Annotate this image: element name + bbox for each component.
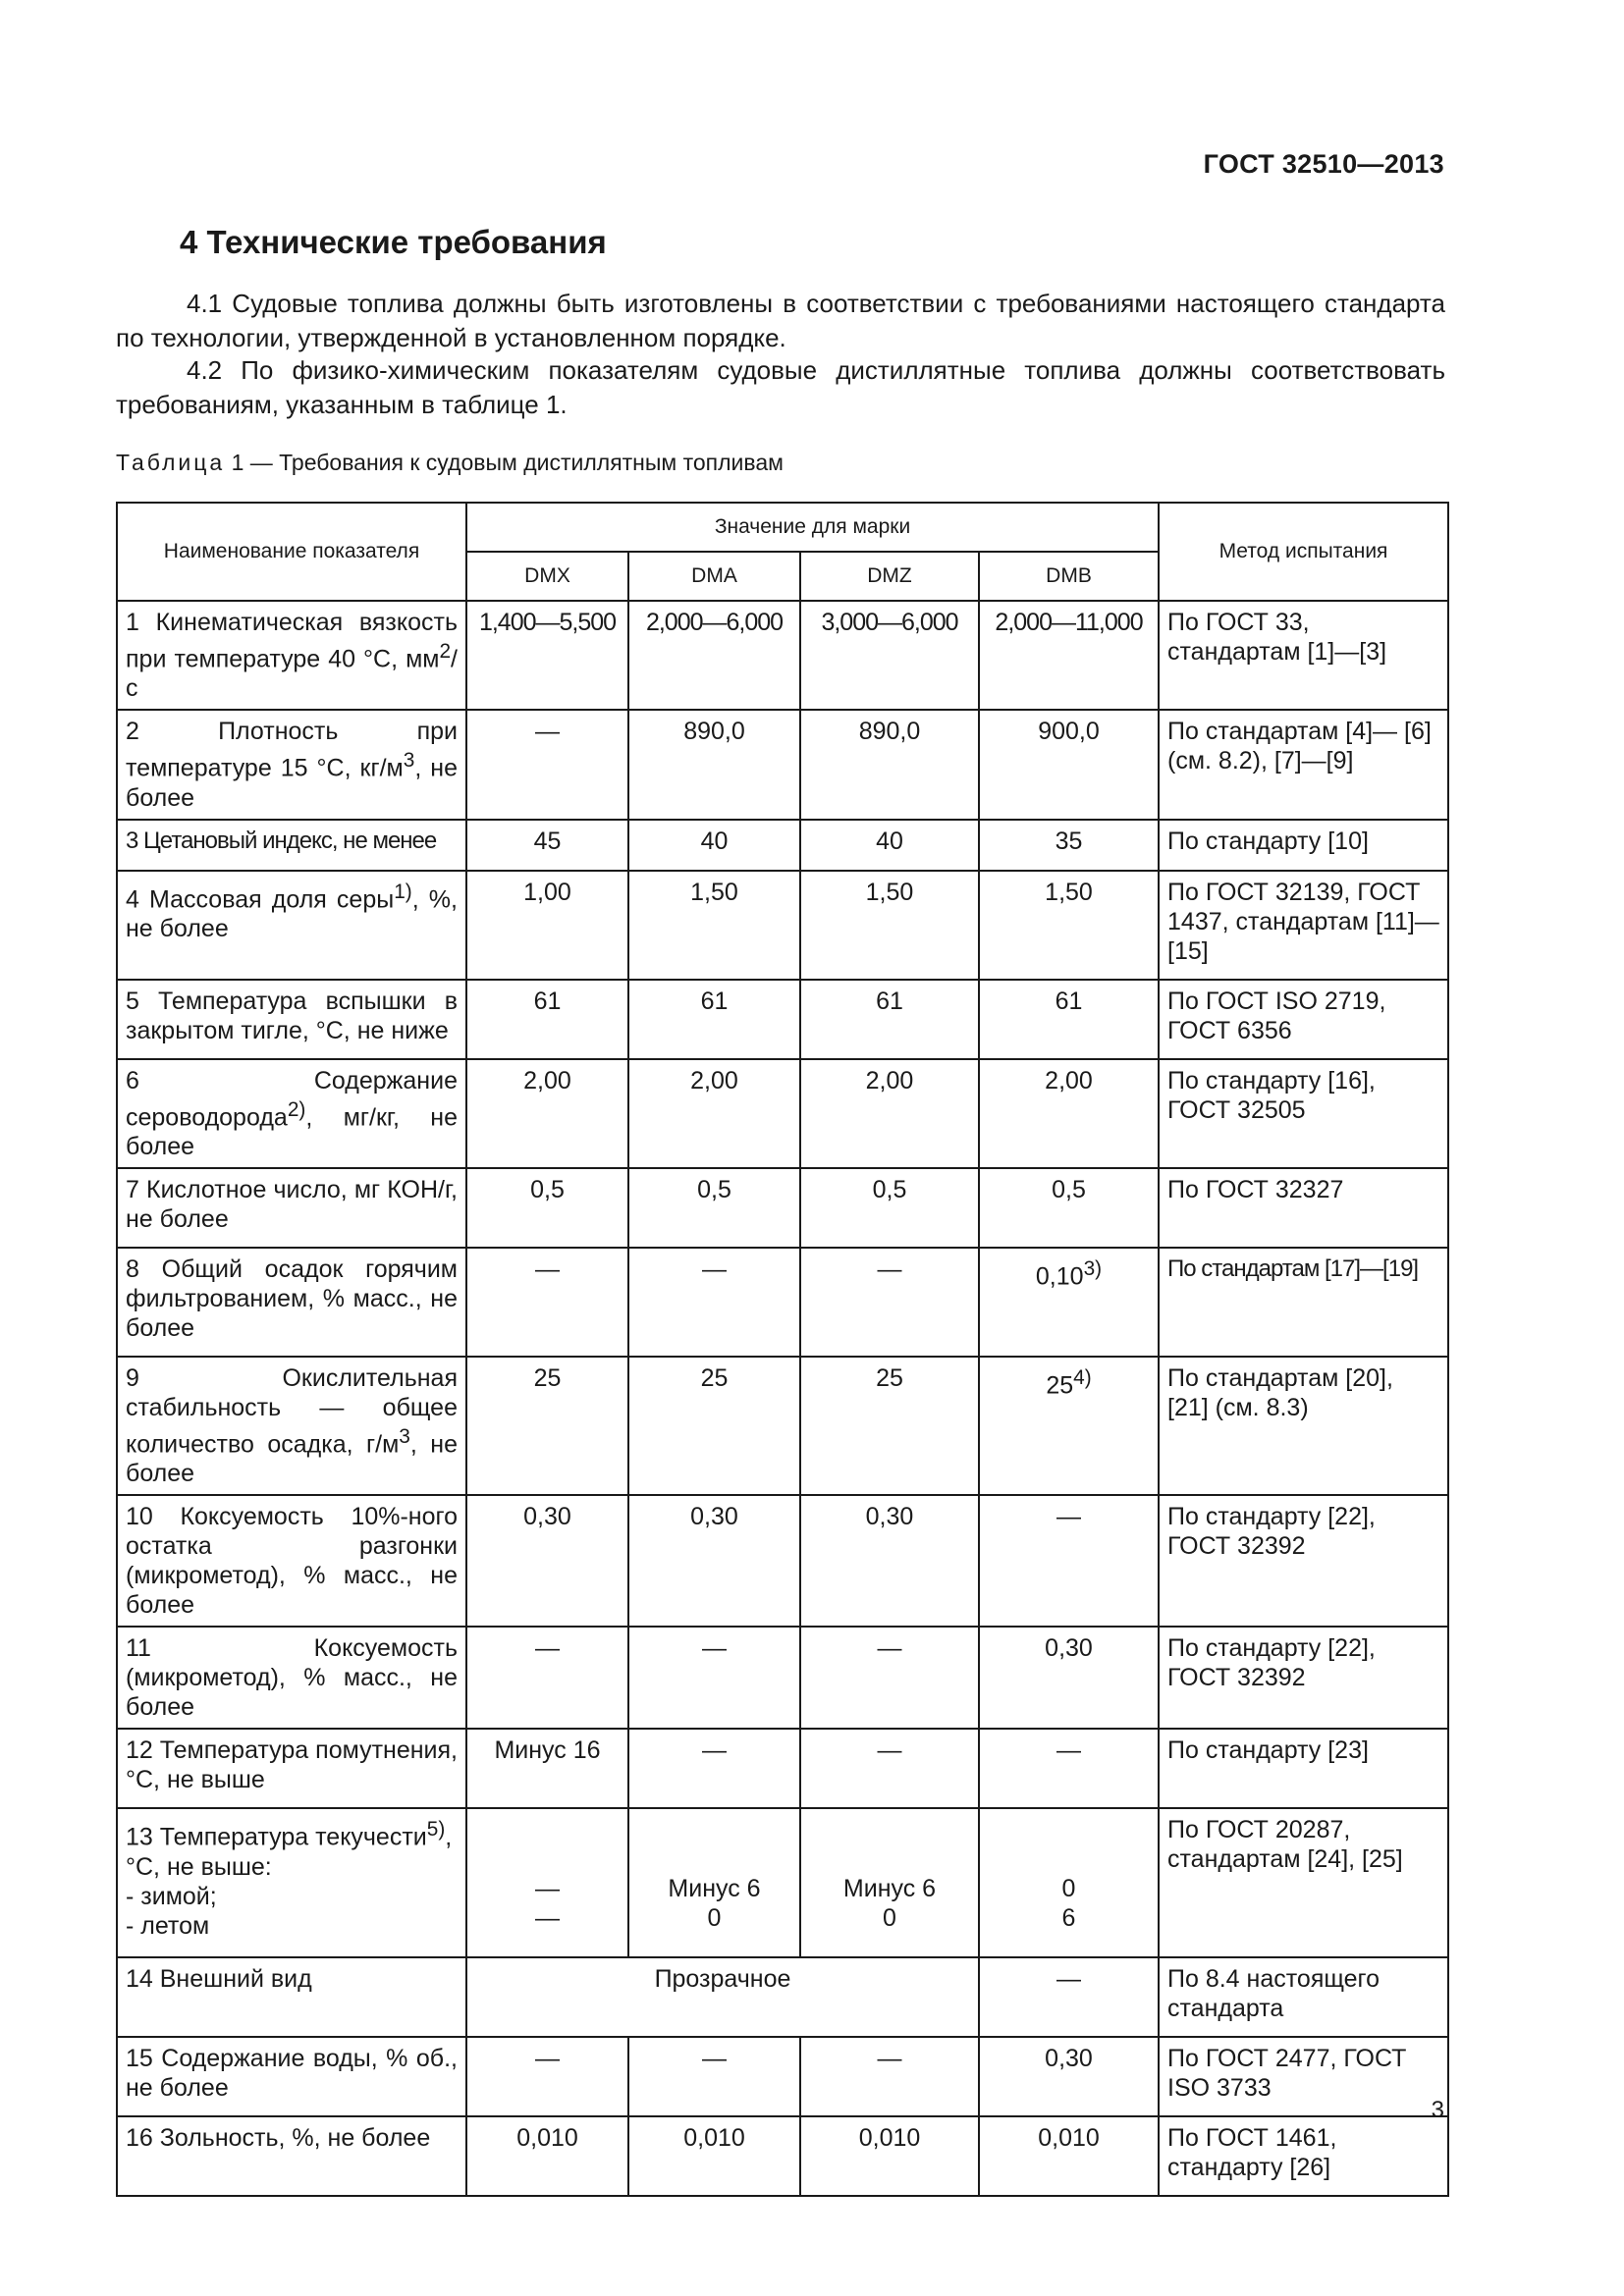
row-name: 5 Температура вспышки в закрытом тигле, °С, не ниже bbox=[117, 980, 466, 1059]
cell-dmz: 61 bbox=[800, 980, 979, 1059]
cell-dmb: 900,0 bbox=[979, 710, 1159, 819]
cell-dmx: — bbox=[466, 710, 628, 819]
cell-dma: Минус 6 0 bbox=[628, 1808, 800, 1957]
cell-method: По стандарту [22], ГОСТ 32392 bbox=[1159, 1495, 1448, 1627]
header-value-group: Значение для марки bbox=[466, 503, 1159, 552]
cell-dmb: 35 bbox=[979, 820, 1159, 871]
cell-dmb: 0,010 bbox=[979, 2116, 1159, 2196]
cell-method: По стандартам [20], [21] (см. 8.3) bbox=[1159, 1357, 1448, 1495]
row-name: 7 Кислотное число, мг КОН/г, не более bbox=[117, 1168, 466, 1248]
cell-dma: — bbox=[628, 1627, 800, 1729]
cell-dmz: — bbox=[800, 1729, 979, 1808]
cell-dmx: — bbox=[466, 1248, 628, 1357]
cell-method: По стандартам [17]—[19] bbox=[1159, 1248, 1448, 1357]
cell-dmb: 61 bbox=[979, 980, 1159, 1059]
cell-method: По стандарту [22], ГОСТ 32392 bbox=[1159, 1627, 1448, 1729]
cell-dma: 2,000—6,000 bbox=[628, 601, 800, 710]
header-method: Метод испытания bbox=[1159, 503, 1448, 601]
cell-dmz: 0,30 bbox=[800, 1495, 979, 1627]
requirements-table bbox=[116, 502, 1449, 2197]
cell-dmb: 0,5 bbox=[979, 1168, 1159, 1248]
cell-method: По ГОСТ 33, стандартам [1]—[3] bbox=[1159, 601, 1448, 710]
cell-method: По ГОСТ 2477, ГОСТ ISO 3733 bbox=[1159, 2037, 1448, 2116]
cell-dmx: Минус 16 bbox=[466, 1729, 628, 1808]
cell-dmz: 25 bbox=[800, 1357, 979, 1495]
cell-dma: 0,30 bbox=[628, 1495, 800, 1627]
cell-method: По ГОСТ 20287, стандартам [24], [25] bbox=[1159, 1808, 1448, 1957]
cell-dmx: 0,010 bbox=[466, 2116, 628, 2196]
cell-dmx: 0,30 bbox=[466, 1495, 628, 1627]
row-name: 8 Общий осадок горячим фильтрованием, % масс., не более bbox=[117, 1248, 466, 1357]
row-name: 11 Коксуемость (микрометод), % масс., не более bbox=[117, 1627, 466, 1729]
cell-dma: — bbox=[628, 2037, 800, 2116]
table-row bbox=[117, 601, 1448, 710]
table-row bbox=[117, 2116, 1448, 2196]
header-dmx: DMX bbox=[466, 552, 628, 601]
cell-dmz: 0,010 bbox=[800, 2116, 979, 2196]
cell-dmx: 0,5 bbox=[466, 1168, 628, 1248]
row-name: 15 Содержание воды, % об., не более bbox=[117, 2037, 466, 2116]
cell-dma: — bbox=[628, 1729, 800, 1808]
cell-dmz: 40 bbox=[800, 820, 979, 871]
row-name: 2 Плотность при температуре 15 °С, $кг/м^3$, не более bbox=[117, 710, 466, 819]
cell-dmx: 45 bbox=[466, 820, 628, 871]
cell-dmz: 1,50 bbox=[800, 871, 979, 980]
cell-dma: 25 bbox=[628, 1357, 800, 1495]
cell-dma: — bbox=[628, 1248, 800, 1357]
section-title: 4 Технические требования bbox=[180, 224, 607, 260]
cell-dmz: 2,00 bbox=[800, 1059, 979, 1168]
row-name: 6 Содержание сероводорода$^{2)}$, мг/кг, не более bbox=[117, 1059, 466, 1168]
cell-dmz: — bbox=[800, 1248, 979, 1357]
header-dma: DMA bbox=[628, 552, 800, 601]
table-row bbox=[117, 871, 1448, 980]
cell-dmx: — — bbox=[466, 1808, 628, 1957]
cell-dmb: 0,10$^{3)}$ bbox=[979, 1248, 1159, 1357]
table-row bbox=[117, 1059, 1448, 1168]
table-row bbox=[117, 1495, 1448, 1627]
cell-dmx: 1,00 bbox=[466, 871, 628, 980]
cell-dma: 61 bbox=[628, 980, 800, 1059]
cell-method: По стандарту [23] bbox=[1159, 1729, 1448, 1808]
table-row bbox=[117, 710, 1448, 819]
cell-dmz: — bbox=[800, 2037, 979, 2116]
table-row bbox=[117, 1357, 1448, 1495]
cell-dmb: 0,30 bbox=[979, 1627, 1159, 1729]
cell-dmx: — bbox=[466, 2037, 628, 2116]
cell-method: По ГОСТ 32139, ГОСТ 1437, стандартам [11]—[15] bbox=[1159, 871, 1448, 980]
row-name: 9 Окислительная стабильность — общее количество осадка, $г/м^3$, не более bbox=[117, 1357, 466, 1495]
cell-dmb: — bbox=[979, 1729, 1159, 1808]
cell-method: По ГОСТ 1461, стандарту [26] bbox=[1159, 2116, 1448, 2196]
cell-method: По стандарту [10] bbox=[1159, 820, 1448, 871]
table-row bbox=[117, 2037, 1448, 2116]
cell-dmz: 3,000—6,000 bbox=[800, 601, 979, 710]
row-name: 4 Массовая доля серы$^{1)}$, %, не более bbox=[117, 871, 466, 980]
cell-dma: 0,5 bbox=[628, 1168, 800, 1248]
table-caption: Таблица 1 — Требования к судовым дистиллятным топливам bbox=[116, 450, 784, 475]
cell-dmb: 2,000—11,000 bbox=[979, 601, 1159, 710]
table-row bbox=[117, 1248, 1448, 1357]
cell-dma: 2,00 bbox=[628, 1059, 800, 1168]
row-name: 12 Температура помутнения, °С, не выше bbox=[117, 1729, 466, 1808]
cell-dmz: — bbox=[800, 1627, 979, 1729]
paragraph-4-1: 4.1 Судовые топлива должны быть изготовлены в соответствии с требованиями настоящего стандарта по технологии, утвержденной в установленном порядке. bbox=[116, 289, 1445, 352]
table-row bbox=[117, 1729, 1448, 1808]
row-name: 16 Зольность, %, не более bbox=[117, 2116, 466, 2196]
page-number: 3 bbox=[1431, 2097, 1444, 2123]
table-row bbox=[117, 820, 1448, 871]
cell-method: По ГОСТ 32327 bbox=[1159, 1168, 1448, 1248]
row-name: 10 Коксуемость 10%-ного остатка разгонки (микрометод), % масс., не более bbox=[117, 1495, 466, 1627]
cell-dmb: — bbox=[979, 1957, 1159, 2037]
row-name: 3 Цетановый индекс, не менее bbox=[117, 820, 466, 871]
header-dmz: DMZ bbox=[800, 552, 979, 601]
cell-dma: 890,0 bbox=[628, 710, 800, 819]
row-name: 1 Кинематическая вязкость при температуре 40 °С, $мм^2/с$ bbox=[117, 601, 466, 710]
header-dmb: DMB bbox=[979, 552, 1159, 601]
cell-dmz: 890,0 bbox=[800, 710, 979, 819]
header-name: Наименование показателя bbox=[117, 503, 466, 601]
table-row bbox=[117, 1808, 1448, 1957]
table-row bbox=[117, 1168, 1448, 1248]
cell-dmz: 0,5 bbox=[800, 1168, 979, 1248]
cell-dma: 1,50 bbox=[628, 871, 800, 980]
cell-dmb: 0 6 bbox=[979, 1808, 1159, 1957]
cell-dmx: — bbox=[466, 1627, 628, 1729]
cell-dmb: 2,00 bbox=[979, 1059, 1159, 1168]
cell-dmx: 25 bbox=[466, 1357, 628, 1495]
table-row bbox=[117, 980, 1448, 1059]
cell-dma: 40 bbox=[628, 820, 800, 871]
cell-dmx: 1,400—5,500 bbox=[466, 601, 628, 710]
cell-method: По ГОСТ ISO 2719, ГОСТ 6356 bbox=[1159, 980, 1448, 1059]
cell-merged-dmx-dmz: Прозрачное bbox=[466, 1957, 979, 2037]
requirements-table-wrap bbox=[116, 502, 1449, 2197]
cell-dmb: — bbox=[979, 1495, 1159, 1627]
cell-dmb: 0,30 bbox=[979, 2037, 1159, 2116]
document-code: ГОСТ 32510—2013 bbox=[1203, 149, 1444, 179]
cell-dmx: 2,00 bbox=[466, 1059, 628, 1168]
row-name: 14 Внешний вид bbox=[117, 1957, 466, 2037]
paragraph-4-2: 4.2 По физико-химическим показателям судовые дистиллятные топлива должны соответствовать требованиям, указанным в таблице 1. bbox=[116, 355, 1445, 419]
cell-dmb: 25$^{4)}$ bbox=[979, 1357, 1159, 1495]
cell-method: По 8.4 настоящего стандарта bbox=[1159, 1957, 1448, 2037]
cell-dma: 0,010 bbox=[628, 2116, 800, 2196]
cell-method: По стандарту [16], ГОСТ 32505 bbox=[1159, 1059, 1448, 1168]
table-row bbox=[117, 1957, 1448, 2037]
cell-method: По стандартам [4]— [6] (см. 8.2), [7]—[9] bbox=[1159, 710, 1448, 819]
row-name: 13 Температура текучести$^{5)}$, °С, не выше: - зимой; - летом bbox=[117, 1808, 466, 1957]
cell-dmx: 61 bbox=[466, 980, 628, 1059]
cell-dmb: 1,50 bbox=[979, 871, 1159, 980]
cell-dmz: Минус 6 0 bbox=[800, 1808, 979, 1957]
table-row bbox=[117, 1627, 1448, 1729]
